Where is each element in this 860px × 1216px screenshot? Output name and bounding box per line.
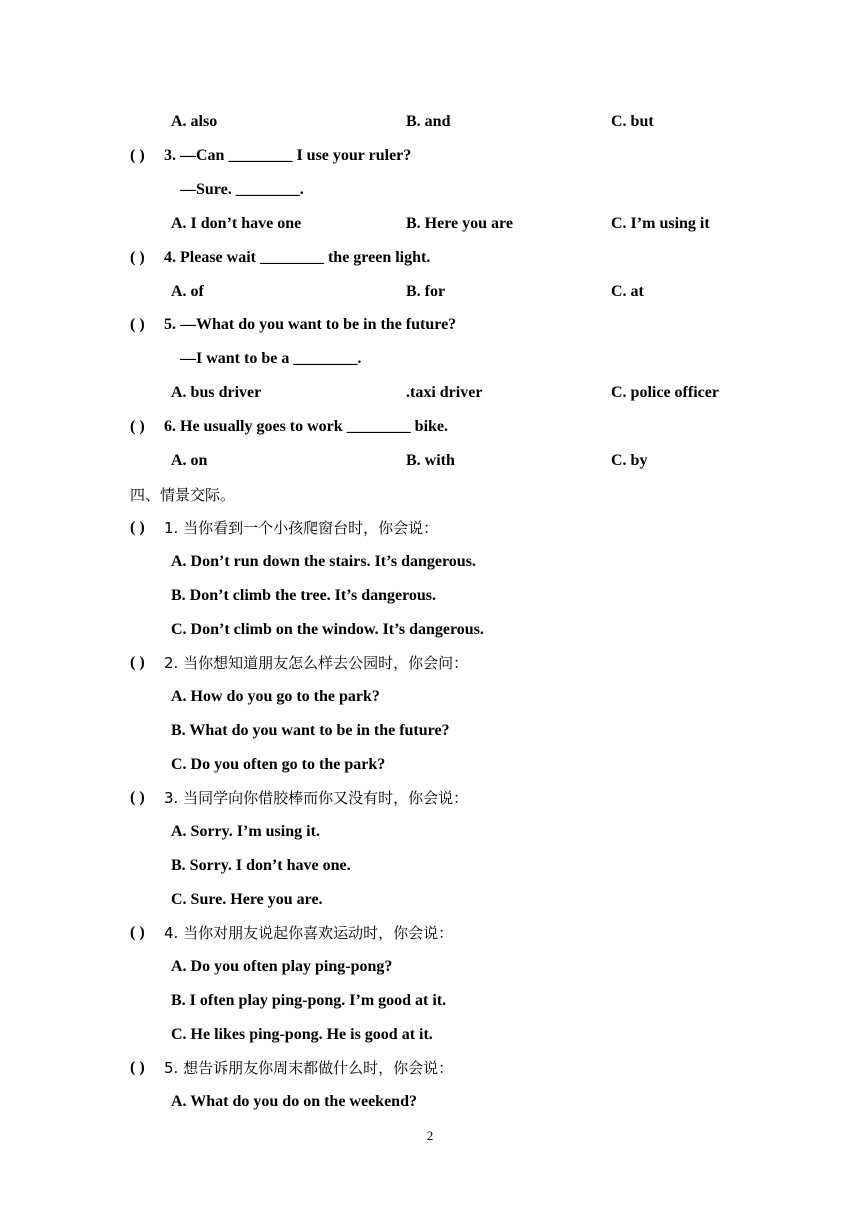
- question-stem: 2. 当你想知道朋友怎么样去公园时，你会问：: [164, 654, 469, 672]
- question-stem: 6. He usually goes to work ________ bike.: [164, 418, 449, 435]
- answer-parenthesis: ( ): [130, 418, 145, 435]
- option-a-line: [0, 685, 860, 709]
- option-a: A. I don’t have one: [171, 215, 302, 232]
- option-a-line: [0, 820, 860, 844]
- question-stem: 4. Please wait ________ the green light.: [164, 249, 431, 266]
- answer-parenthesis: ( ): [130, 147, 145, 164]
- option-a: A. bus driver: [171, 384, 262, 401]
- option-c: C. at: [611, 283, 644, 300]
- page-number: 2: [426, 1128, 434, 1143]
- answer-parenthesis: ( ): [130, 316, 145, 333]
- option-b-line: [0, 989, 860, 1013]
- situation-question-1: [0, 516, 860, 540]
- option-b-line: [0, 584, 860, 608]
- option-b: B. I often play ping-pong. I’m good at it.: [171, 992, 447, 1009]
- option-c: C. Sure. Here you are.: [171, 891, 323, 908]
- option-b: B. and: [406, 113, 451, 130]
- question-2-options: [0, 110, 860, 134]
- question-stem-response: —Sure. ________.: [180, 181, 304, 198]
- situation-question-4: [0, 921, 860, 945]
- option-a-line: [0, 550, 860, 574]
- option-b: B. Don’t climb the tree. It’s dangerous.: [171, 587, 437, 604]
- question-4-options: [0, 280, 860, 304]
- answer-parenthesis: ( ): [130, 519, 145, 536]
- situation-question-2: [0, 651, 860, 675]
- question-3: [0, 144, 860, 168]
- question-stem-response: —I want to be a ________.: [180, 350, 362, 367]
- option-c: C. Do you often go to the park?: [171, 756, 386, 773]
- option-c-line: [0, 618, 860, 642]
- option-a: A. Sorry. I’m using it.: [171, 823, 320, 840]
- option-c: C. by: [611, 452, 648, 469]
- option-a: A. also: [171, 113, 218, 130]
- question-6: [0, 415, 860, 439]
- answer-parenthesis: ( ): [130, 789, 145, 806]
- option-a: A. Do you often play ping-pong?: [171, 958, 393, 975]
- answer-parenthesis: ( ): [130, 924, 145, 941]
- option-c: C. but: [611, 113, 654, 130]
- option-c: C. I’m using it: [611, 215, 710, 232]
- situation-question-3: [0, 786, 860, 810]
- question-4: [0, 246, 860, 270]
- question-stem: 1. 当你看到一个小孩爬窗台时，你会说：: [164, 519, 439, 537]
- option-a-line: [0, 955, 860, 979]
- option-b-line: [0, 719, 860, 743]
- option-b: B. Here you are: [406, 215, 513, 232]
- answer-parenthesis: ( ): [130, 249, 145, 266]
- section-4-title: 四、情景交际。: [130, 486, 236, 504]
- option-b: B. What do you want to be in the future?: [171, 722, 450, 739]
- option-c: C. He likes ping-pong. He is good at it.: [171, 1026, 433, 1043]
- question-3-options: [0, 212, 860, 236]
- question-stem: 3. —Can ________ I use your ruler?: [164, 147, 412, 164]
- question-stem: 4. 当你对朋友说起你喜欢运动时，你会说：: [164, 924, 454, 942]
- answer-parenthesis: ( ): [130, 654, 145, 671]
- question-3-response: [0, 178, 860, 202]
- option-a: A. How do you go to the park?: [171, 688, 380, 705]
- question-stem: 3. 当同学向你借胶棒而你又没有时，你会说：: [164, 789, 469, 807]
- question-5-options: [0, 381, 860, 405]
- question-5-response: [0, 347, 860, 371]
- section-heading: [0, 483, 860, 507]
- option-b: B. for: [406, 283, 446, 300]
- option-a: A. What do you do on the weekend?: [171, 1093, 417, 1110]
- question-6-options: [0, 449, 860, 473]
- option-a: A. of: [171, 283, 204, 300]
- answer-parenthesis: ( ): [130, 1059, 145, 1076]
- question-stem: 5. 想告诉朋友你周末都做什么时，你会说：: [164, 1059, 454, 1077]
- question-5: [0, 313, 860, 337]
- option-c: C. police officer: [611, 384, 719, 401]
- option-a: A. on: [171, 452, 208, 469]
- option-c: C. Don’t climb on the window. It’s dangerous.: [171, 621, 484, 638]
- option-b: B. with: [406, 452, 455, 469]
- option-a: A. Don’t run down the stairs. It’s dangerous.: [171, 553, 476, 570]
- option-c-line: [0, 753, 860, 777]
- option-a-line: [0, 1090, 860, 1114]
- situation-question-5: [0, 1056, 860, 1080]
- option-c-line: [0, 1023, 860, 1047]
- question-stem: 5. —What do you want to be in the future?: [164, 316, 457, 333]
- option-b: .taxi driver: [406, 384, 483, 401]
- option-b-line: [0, 854, 860, 878]
- option-c-line: [0, 888, 860, 912]
- option-b: B. Sorry. I don’t have one.: [171, 857, 351, 874]
